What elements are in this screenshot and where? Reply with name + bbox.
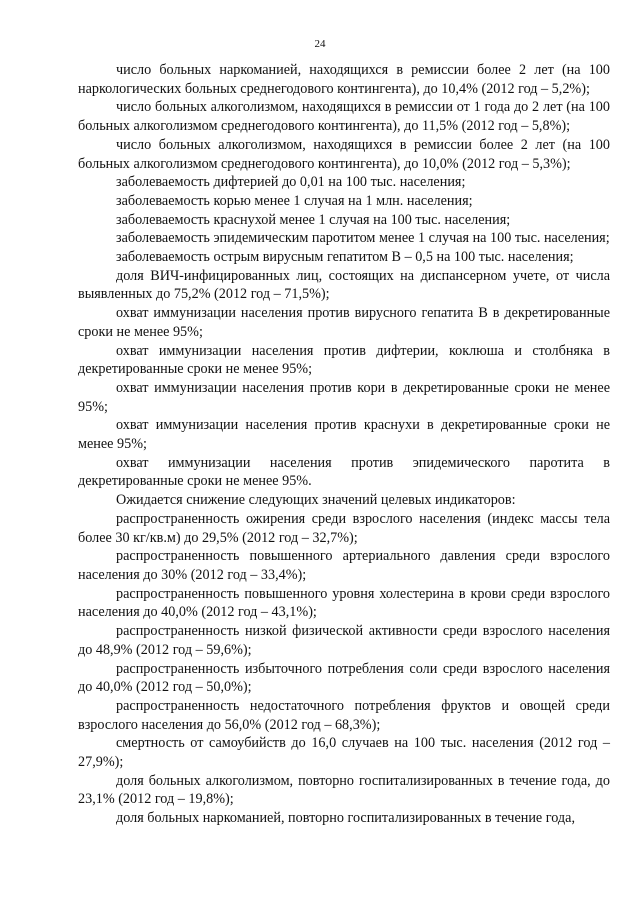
paragraph-decrease-intro: Ожидается снижение следующих значений целевых индикаторов: — [116, 492, 516, 509]
paragraph-immunization-mumps: охват иммунизации населения против эпидемического паротита в декретированные сроки не менее 95%. — [78, 454, 610, 490]
paragraph-alcohol-rehospitalization: доля больных алкоголизмом, повторно госпитализированных в течение года, до 23,1% (2012 год – 19,8%); — [78, 772, 610, 808]
paragraph-suicide-mortality: смертность от самоубийств до 16,0 случаев на 100 тыс. населения (2012 год – 27,9%); — [78, 735, 610, 771]
paragraph-immunization-dtp: охват иммунизации населения против дифтерии, коклюша и столбняка в декретированные сроки не менее 95%; — [78, 342, 610, 378]
paragraph-immunization-rubella: охват иммунизации населения против краснухи в декретированные сроки не менее 95%; — [78, 417, 610, 453]
paragraph-rubella: заболеваемость краснухой менее 1 случая на 100 тыс. населения; — [116, 211, 511, 228]
paragraph-remission-alcohol-2y: число больных алкоголизмом, находящихся в ремиссии более 2 лет (на 100 больных алкоголизмом среднегодового контингента), до 10,0% (2012 год – 5,3%); — [78, 136, 610, 172]
paragraph-hepatitis-b: заболеваемость острым вирусным гепатитом В – 0,5 на 100 тыс. населения; — [116, 249, 574, 266]
paragraph-fruits-vegetables: распространенность недостаточного потребления фруктов и овощей среди взрослого населения до 56,0% (2012 год – 68,3%); — [78, 697, 610, 733]
paragraph-hiv-registered: доля ВИЧ-инфицированных лиц, состоящих на диспансерном учете, от числа выявленных до 75,2% (2012 год – 71,5%); — [78, 267, 610, 303]
paragraph-remission-alcohol-1-2y: число больных алкоголизмом, находящихся в ремиссии от 1 года до 2 лет (на 100 больных алкоголизмом среднегодового контингента), до 11,5% (2012 год – 5,8%); — [78, 99, 610, 135]
paragraph-cholesterol: распространенность повышенного уровня холестерина в крови среди взрослого населения до 40,0% (2012 год – 43,1%); — [78, 585, 610, 621]
paragraph-immunization-measles: охват иммунизации населения против кори в декретированные сроки не менее 95%; — [78, 379, 610, 415]
paragraph-blood-pressure: распространенность повышенного артериального давления среди взрослого населения до 30% (2012 год – 33,4%); — [78, 548, 610, 583]
paragraph-obesity: распространенность ожирения среди взрослого населения (индекс массы тела более 30 кг/кв.м) до 29,5% (2012 год – 32,7%); — [78, 510, 610, 546]
paragraph-remission-drug-2y: число больных наркоманией, находящихся в ремиссии более 2 лет (на 100 наркологических больных среднегодового контингента), до 10,4% (2012 год – 5,2%); — [78, 62, 610, 97]
document-body — [78, 61, 610, 828]
paragraph-salt: распространенность избыточного потребления соли среди взрослого населения до 40,0% (2012 год – 50,0%); — [78, 660, 610, 696]
page-number: 24 — [314, 38, 326, 50]
paragraph-measles: заболеваемость корью менее 1 случая на 1 млн. населения; — [116, 192, 473, 209]
paragraph-diphtheria: заболеваемость дифтерией до 0,01 на 100 тыс. населения; — [116, 174, 466, 191]
paragraph-immunization-hepatitis-b: охват иммунизации населения против вирусного гепатита В в декретированные сроки не менее 95%; — [78, 305, 610, 340]
paragraph-drug-rehospitalization: доля больных наркоманией, повторно госпитализированных в течение года, — [116, 810, 575, 827]
paragraph-mumps: заболеваемость эпидемическим паротитом менее 1 случая на 100 тыс. населения; — [116, 230, 610, 247]
paragraph-physical-activity: распространенность низкой физической активности среди взрослого населения до 48,9% (2012 год – 59,6%); — [78, 623, 610, 658]
